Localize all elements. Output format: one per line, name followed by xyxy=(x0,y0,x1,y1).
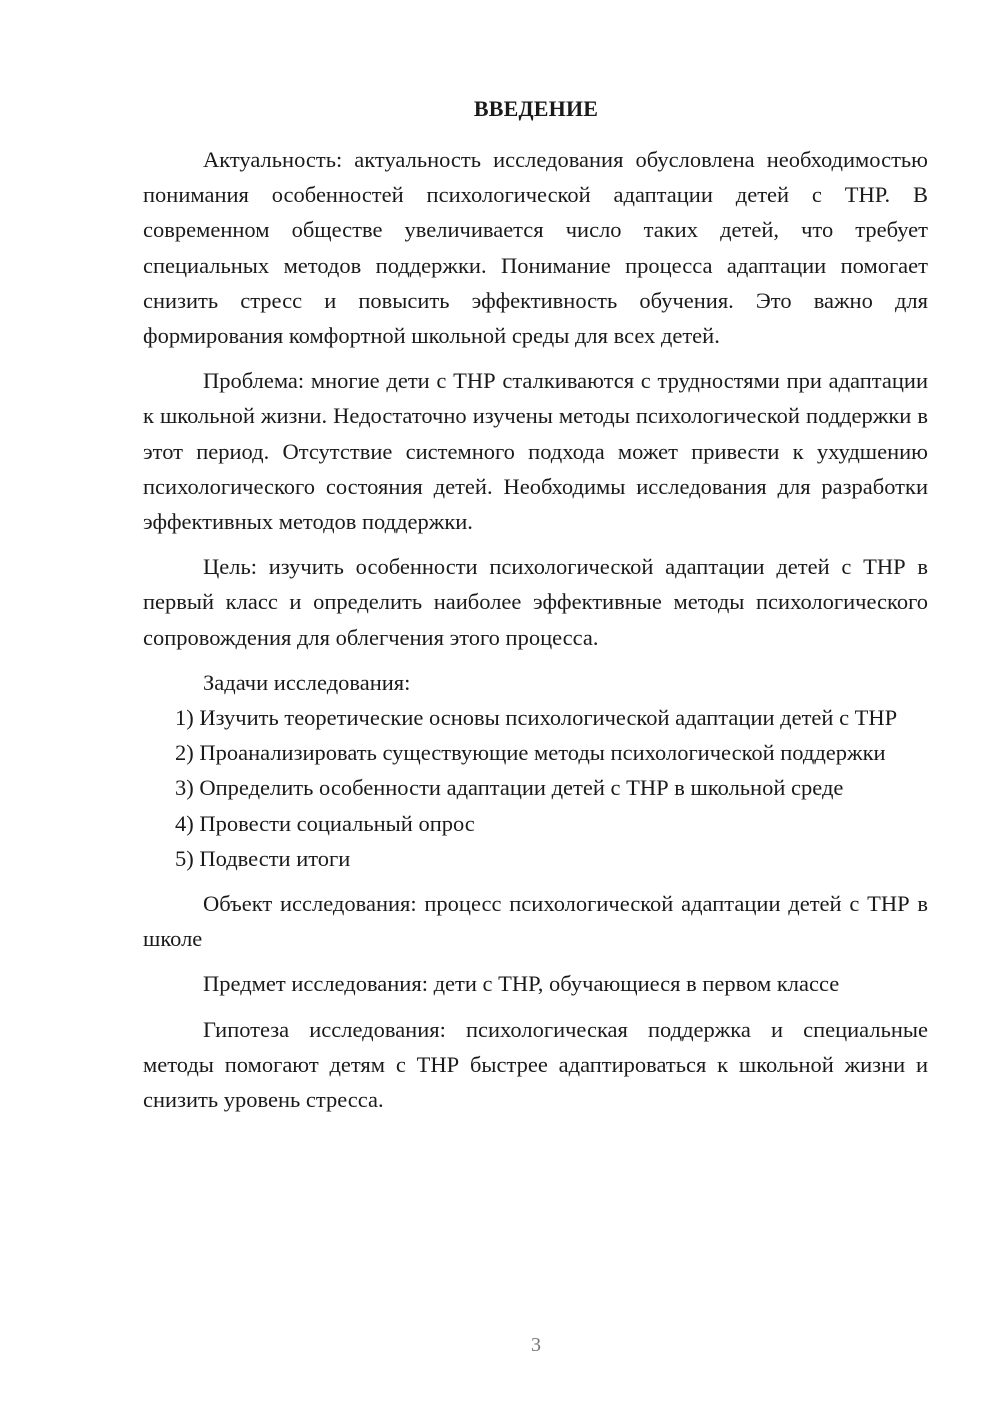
paragraph-relevance: Актуальность: актуальность исследования обусловлена необходимостью понимания особенностей психологической адаптации детей с ТНР. В современном обществе увеличивается число таких детей, что требует специальных методов поддержки. Понимание процесса адаптации помогает снизить стресс и повысить эффективность обучения. Это важно для формирования комфортной школьной среды для всех детей. xyxy=(143,147,928,349)
task-item-2: 2) Проанализировать существующие методы психологической поддержки xyxy=(175,740,886,766)
task-item-1: 1) Изучить теоретические основы психологической адаптации детей с ТНР xyxy=(175,705,898,731)
task-item-3: 3) Определить особенности адаптации детей с ТНР в школьной среде xyxy=(175,775,844,801)
paragraph-subject: Предмет исследования: дети с ТНР, обучающиеся в первом классе xyxy=(203,971,840,997)
paragraph-object: Объект исследования: процесс психологической адаптации детей с ТНР в школе xyxy=(143,891,928,952)
tasks-heading: Задачи исследования: xyxy=(203,669,411,695)
task-item-4: 4) Провести социальный опрос xyxy=(175,810,475,836)
section-title: ВВЕДЕНИЕ xyxy=(473,96,599,121)
paragraph-goal: Цель: изучить особенности психологической адаптации детей с ТНР в первый класс и определить наиболее эффективные методы психологического сопровождения для облегчения этого процесса. xyxy=(143,554,928,650)
paragraph-problem: Проблема: многие дети с ТНР сталкиваются с трудностями при адаптации к школьной жизни. Недостаточно изучены методы психологической поддержки в этот период. Отсутствие системного подхода может привести к ухудшению психологического состояния детей. Необходимы исследования для разработки эффективных методов поддержки. xyxy=(143,368,928,535)
page-number: 3 xyxy=(531,1334,541,1356)
task-item-5: 5) Подвести итоги xyxy=(175,845,351,871)
paragraph-hypothesis: Гипотеза исследования: психологическая поддержка и специальные методы помогают детям с ТНР быстрее адаптироваться к школьной жизни и снизить уровень стресса. xyxy=(143,1016,928,1113)
body-text xyxy=(143,142,928,1117)
